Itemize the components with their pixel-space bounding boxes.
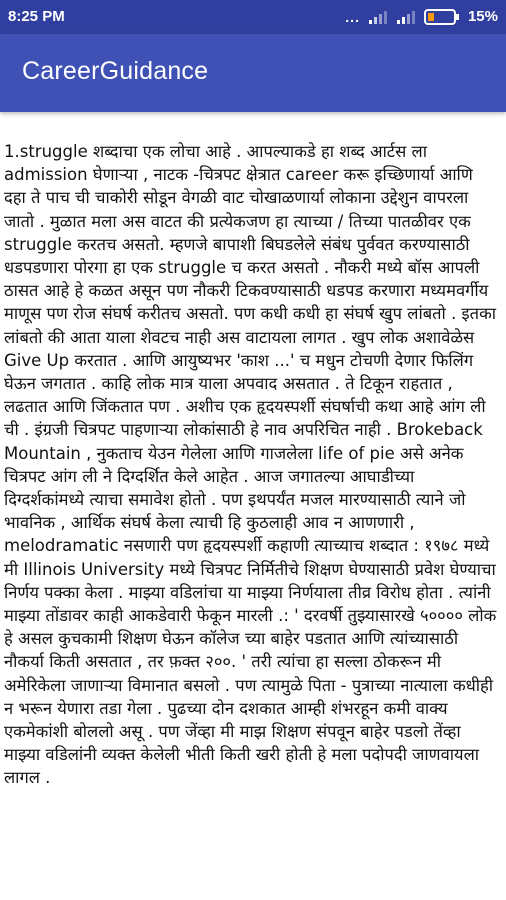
article-scroll-area[interactable] bbox=[0, 140, 506, 900]
status-time: 8:25 PM bbox=[8, 8, 65, 25]
app-bar bbox=[0, 34, 506, 112]
status-bar bbox=[0, 0, 506, 34]
wifi-signal-icon bbox=[396, 10, 416, 24]
article-text: 1.struggle शब्दाचा एक लोचा आहे . आपल्याकडे हा शब्द आर्टस ला admission घेणाऱ्या , नाटक -चित्रपट क्षेत्रात career करू इच्छिणार्या आणि दहा ते पाच ची चाकोरी सोडून वेगळी वाट चोखाळणार्या लोकाना उद्देशुन वापरला जातो . मुळात मला अस वाटत की प्रत्येकजण हा त्याच्या / तिच्या पातळीवर एक struggle करतच असतो. म्हणजे बापाशी बिघडलेले संबंध पुर्ववत करण्यासाठी धडपडणारा पोरगा हा एक struggle च करत असतो . नौकरी मध्ये बॉस आपली ठासत आहे हे कळत असून पण नौकरी टिकवण्यासाठी धडपड करणारा मध्यमवर्गीय माणूस पण रोज संघर्ष करीतच असतो. पण कधी कधी हा संघर्ष खुप लांबतो . इतका लांबतो की आता याला शेवटच नाही अस वाटायला लागत . खुप लोक अशावेळेस Give Up करतात . आणि आयुष्यभर 'काश ...' च मधुन टोचणी देणार फिलिंग घेऊन जगतात . काहि लोक मात्र याला अपवाद असतात . ते टिकून राहतात , लढतात आणि जिंकतात पण . अशीच एक हृदयस्पर्शी संघर्षाची कथा आहे आंग ली ची . इंग्रजी चित्रपट पाहणाऱ्या लोकांसाठी हे नाव अपरिचित नाही . Brokeback Mountain , नुकताच येउन गेलेला आणि गाजलेला life of pie असे अनेक चित्रपट आंग ली ने दिग्दर्शित केले आहेत . आज जगातल्या आघाडीच्या दिग्दर्शकांमध्ये त्याचा समावेश होतो . पण इथपर्यंत मजल मारण्यासाठी त्याने जो भावनिक , आर्थिक संघर्ष केला त्याची हि कुठलाही आव न आणणारी , melodramatic नसणारी पण हृदयस्पर्शी कहाणी त्याच्याच शब्दात : १९७८ मध्ये मी Illinois University मध्ये चित्रपट निर्मितीचे शिक्षण घेण्यासाठी प्रवेश घेण्याचा निर्णय पक्का केला . माझ्या वडिलांचा या माझ्या निर्णयाला तीव्र विरोध होता . त्यांनी माझ्या तोंडावर काही आकडेवारी फेकून मारली .: ' दरवर्षी तुझ्यासारखे ५०००० लोक हे असल कुचकामी शिक्षण घेऊन कॉलेज च्या बाहेर पडतात आणि त्यांच्यासाठी नौकर्या किती असतात , तर फ़क्त २००. ' तरी त्यांचा हा सल्ला ठोकरून मी अमेरिकेला जाणाऱ्या विमानात बसलो . पण त्यामुळे पिता - पुत्राच्या नात्याला कधीही न भरून येणारा तडा गेला . पुढच्या दोन दशकात आम्ही शंभरहून कमी वाक्य एकमेकांशी बोललो असू . पण जेंव्हा मी माझ शिक्षण संपवून बाहेर पडलो तेंव्हा माझ्या वडिलांनी व्यक्त केलेली भीती किती खरी होती हे मला पदोपदी जाणवायला लागल . bbox=[4, 142, 497, 788]
app-title: CareerGuidance bbox=[22, 57, 209, 85]
notification-dots-icon: ... bbox=[345, 8, 360, 25]
battery-icon bbox=[424, 9, 460, 25]
battery-percent: 15% bbox=[467, 8, 498, 25]
status-indicators bbox=[345, 8, 498, 25]
signal-icon bbox=[368, 10, 388, 24]
